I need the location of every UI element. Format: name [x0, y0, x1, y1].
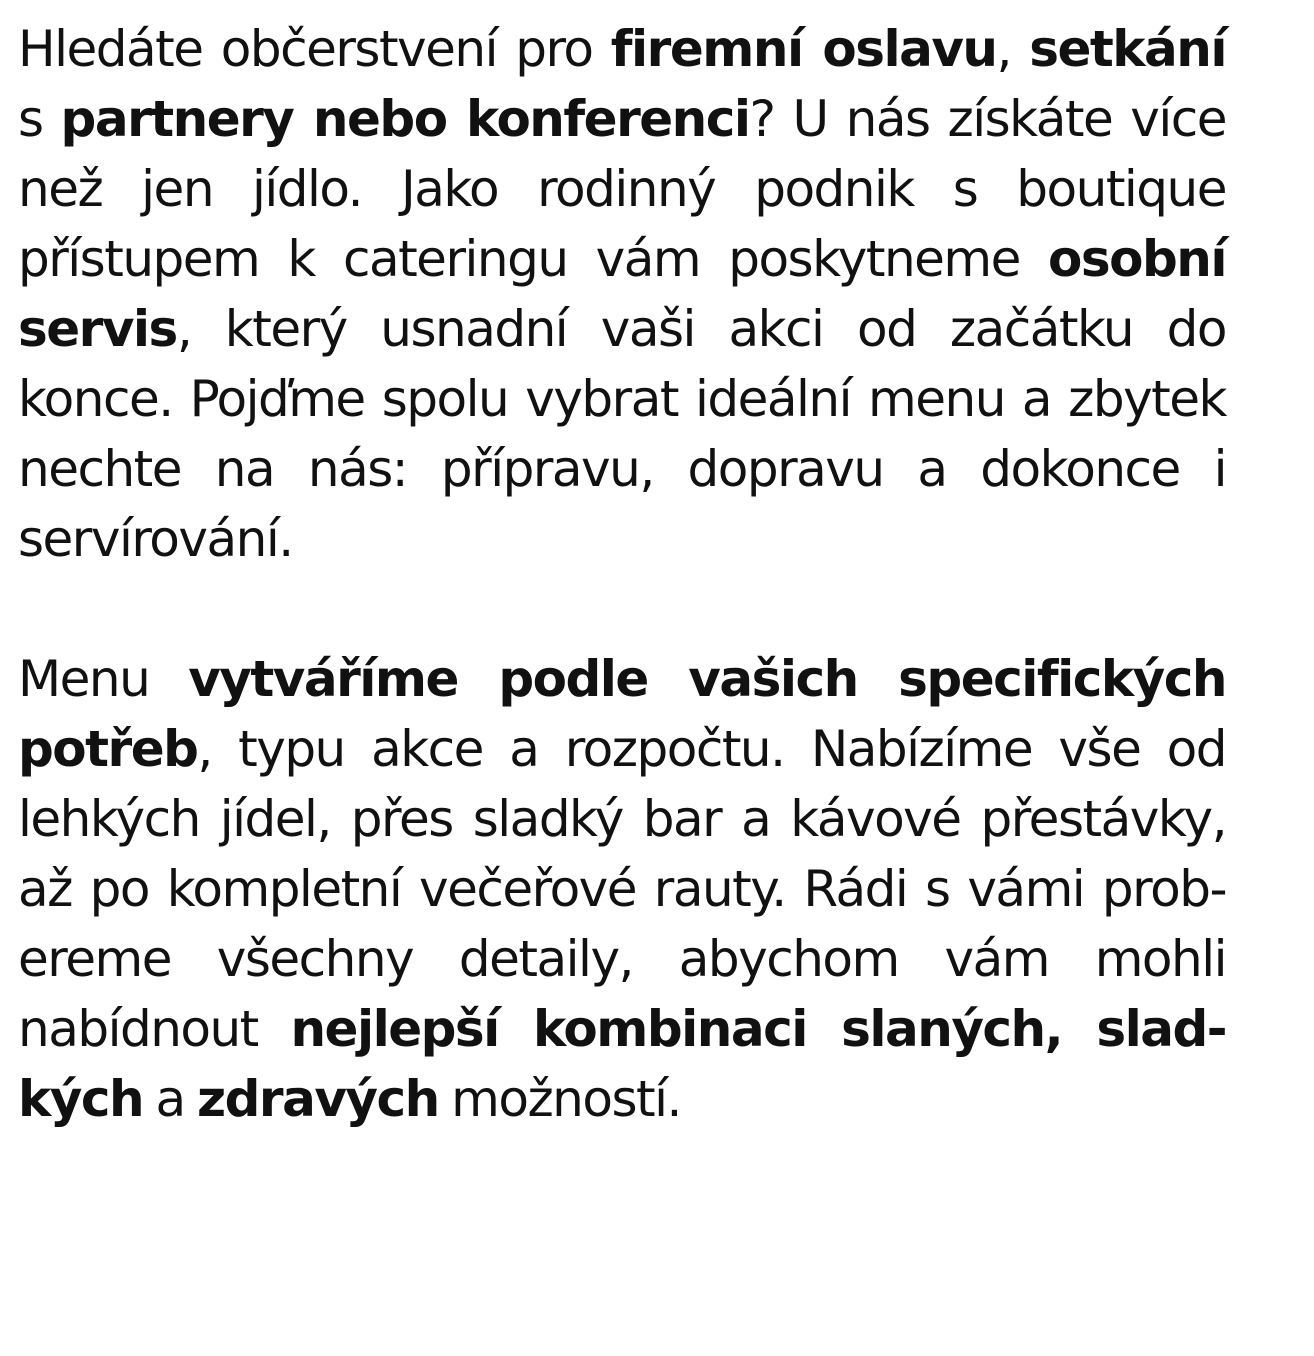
emphasis-segment: vytváříme podle vašich specifických potřeb [18, 650, 1226, 778]
text-segment: s [18, 90, 61, 148]
paragraph-menu [18, 644, 1226, 1134]
text-segment: , typu akce a rozpočtu. Nabízíme vše od lehkých jídel, přes sladký bar a kávové přestávky, až po kompletní večeřové rauty. Rádi s vámi prob-ereme všechny detaily, abychom vám mohli nabídnout [18, 720, 1226, 1058]
text-segment: Hledáte občerstvení pro [18, 20, 611, 78]
emphasis-segment: partnery nebo konferenci [60, 90, 750, 148]
document-body [18, 14, 1226, 1134]
text-segment: Menu [18, 650, 189, 708]
text-segment: a [143, 1070, 198, 1128]
emphasis-segment: zdravých [197, 1070, 439, 1128]
text-segment: ? U nás získáte více než jen jídlo. Jako rodinný podnik s boutique přístupem k cateringu vám poskytneme [18, 90, 1226, 288]
emphasis-segment: osobní servis [18, 230, 1226, 358]
text-segment: možností. [438, 1070, 681, 1128]
emphasis-segment: setkání [1029, 20, 1226, 78]
text-segment: , který usnadní vaši akci od začátku do konce. Pojďme spolu vybrat ideální menu a zbytek nechte na nás: přípravu, dopravu a dokonce i servírování. [18, 300, 1226, 568]
emphasis-segment: nejlepší kombinaci slaných, slad-kých [18, 1000, 1226, 1128]
text-segment: , [996, 20, 1030, 78]
emphasis-segment: firemní oslavu [610, 20, 997, 78]
paragraph-intro [18, 14, 1226, 574]
